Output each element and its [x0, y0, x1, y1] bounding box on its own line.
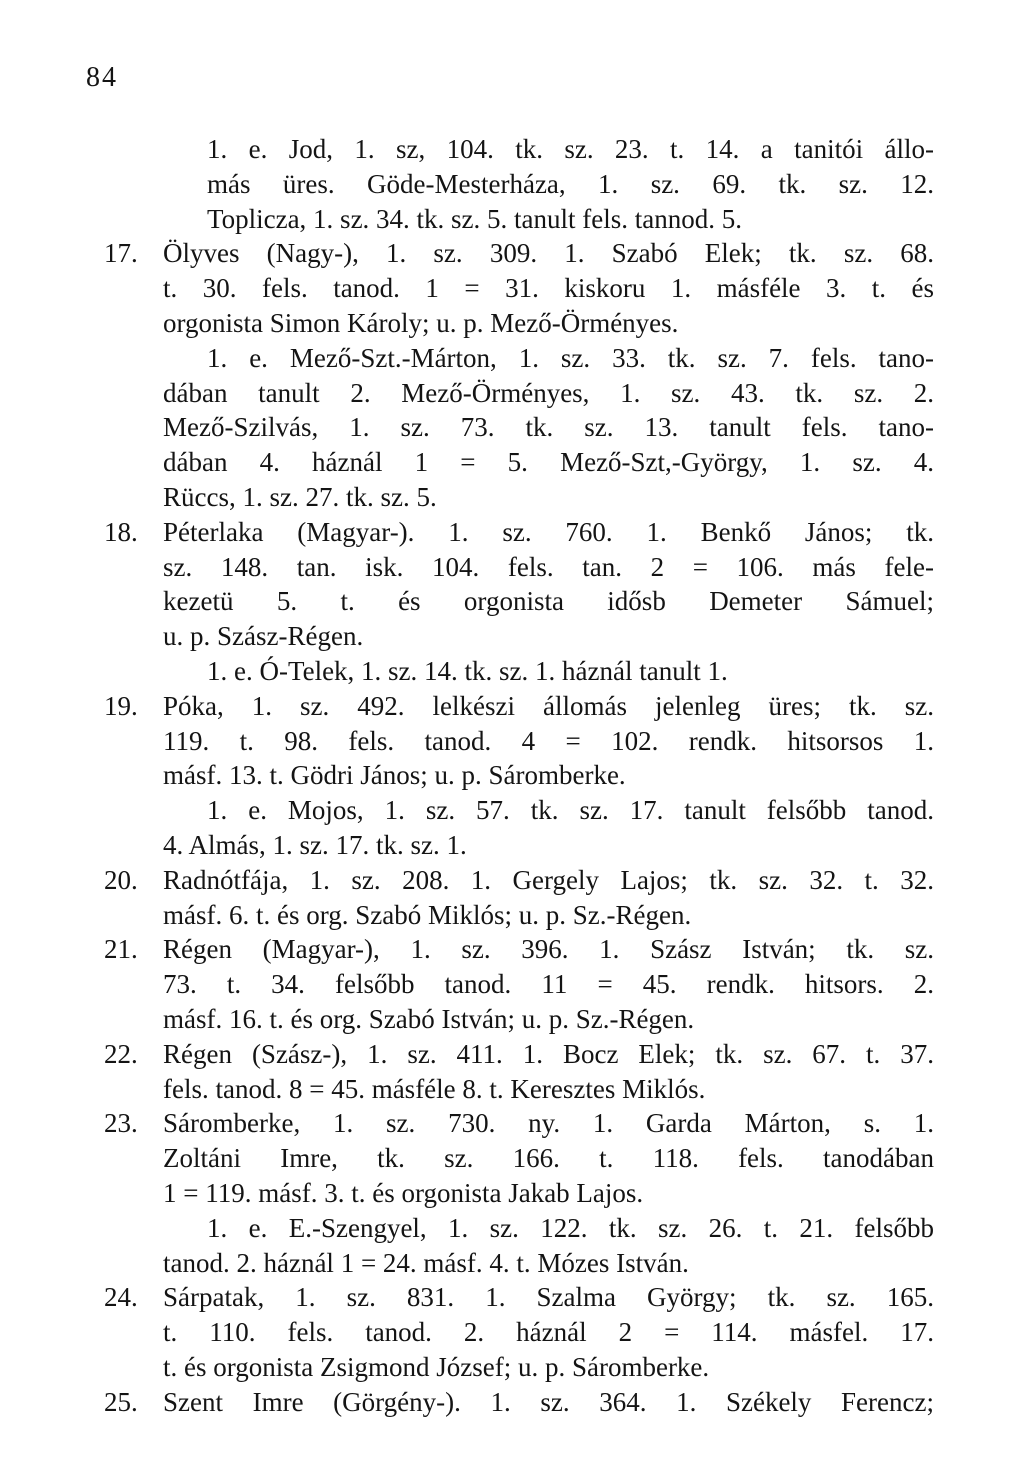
text-line	[104, 306, 934, 341]
text-line	[104, 828, 934, 863]
entry-number: 21.	[104, 934, 138, 965]
text-line	[104, 271, 934, 306]
text-line	[104, 376, 934, 411]
line-text: Toplicza, 1. sz. 34. tk. sz. 5. tanult fels. tannod. 5.	[207, 203, 743, 234]
line-text: Radnótfája, 1. sz. 208. 1. Gergely Lajos; tk. sz. 32. t. 32.	[163, 864, 934, 895]
line-text: 1. e. Mező-Szt.-Márton, 1. sz. 33. tk. sz. 7. fels. tano-	[207, 342, 934, 373]
text-line	[104, 1176, 934, 1211]
text-line	[104, 132, 934, 167]
text-line	[104, 1350, 934, 1385]
text-line	[104, 445, 934, 480]
text-line	[104, 1072, 934, 1107]
line-text: másf. 16. t. és org. Szabó István; u. p. Sz.-Régen.	[163, 1003, 695, 1034]
entry-number: 25.	[104, 1386, 138, 1417]
line-text: t. 110. fels. tanod. 2. háznál 2 = 114. másfel. 17.	[163, 1317, 934, 1348]
text-body	[104, 132, 934, 1419]
text-line	[104, 898, 934, 933]
line-text: t. 30. fels. tanod. 1 = 31. kiskoru 1. másféle 3. t. és	[163, 273, 934, 304]
text-line	[104, 1106, 934, 1141]
text-line	[104, 863, 934, 898]
line-text: 1 = 119. másf. 3. t. és orgonista Jakab Lajos.	[163, 1177, 644, 1208]
line-text: dában 4. háznál 1 = 5. Mező-Szt,-György, 1. sz. 4.	[163, 447, 934, 478]
text-line	[104, 1246, 934, 1281]
text-line	[104, 689, 934, 724]
text-line	[104, 480, 934, 515]
line-text: Sárpatak, 1. sz. 831. 1. Szalma György; tk. sz. 165.	[163, 1282, 934, 1313]
text-line	[104, 515, 934, 550]
text-line	[104, 1280, 934, 1315]
line-text: u. p. Szász-Régen.	[163, 621, 364, 652]
line-text: Póka, 1. sz. 492. lelkészi állomás jelenleg üres; tk. sz.	[163, 690, 934, 721]
text-line	[104, 550, 934, 585]
line-text: tanod. 2. háznál 1 = 24. másf. 4. t. Mózes István.	[163, 1247, 689, 1278]
text-line	[104, 1385, 934, 1420]
line-text: másf. 6. t. és org. Szabó Miklós; u. p. Sz.-Régen.	[163, 899, 692, 930]
line-text: más üres. Göde-Mesterháza, 1. sz. 69. tk. sz. 12.	[207, 168, 934, 199]
line-text: Régen (Szász-), 1. sz. 411. 1. Bocz Elek; tk. sz. 67. t. 37.	[163, 1038, 934, 1069]
line-text: Szent Imre (Görgény-). 1. sz. 364. 1. Székely Ferencz;	[163, 1386, 934, 1417]
text-line	[104, 1002, 934, 1037]
text-line	[104, 654, 934, 689]
line-text: Péterlaka (Magyar-). 1. sz. 760. 1. Benkő János; tk.	[163, 516, 934, 547]
entry-number: 19.	[104, 690, 138, 721]
entry-number: 24.	[104, 1282, 138, 1313]
text-line	[104, 724, 934, 759]
text-line	[104, 341, 934, 376]
line-text: Mező-Szilvás, 1. sz. 73. tk. sz. 13. tanult fels. tano-	[163, 412, 934, 443]
page-number: 84	[86, 62, 118, 93]
line-text: Sáromberke, 1. sz. 730. ny. 1. Garda Márton, s. 1.	[163, 1108, 934, 1139]
text-line	[104, 932, 934, 967]
text-line	[104, 584, 934, 619]
text-line	[104, 758, 934, 793]
entry-number: 22.	[104, 1038, 138, 1069]
line-text: orgonista Simon Károly; u. p. Mező-Örményes.	[163, 307, 679, 338]
line-text: 1. e. Mojos, 1. sz. 57. tk. sz. 17. tanult felsőbb tanod.	[207, 795, 934, 826]
text-line	[104, 202, 934, 237]
line-text: 119. t. 98. fels. tanod. 4 = 102. rendk. hitsorsos 1.	[163, 725, 934, 756]
text-line	[104, 1211, 934, 1246]
line-text: 73. t. 34. felsőbb tanod. 11 = 45. rendk. hitsors. 2.	[163, 969, 934, 1000]
line-text: 1. e. Jod, 1. sz, 104. tk. sz. 23. t. 14. a tanitói állo-	[207, 134, 934, 164]
line-text: dában tanult 2. Mező-Örményes, 1. sz. 43. tk. sz. 2.	[163, 377, 934, 408]
line-text: sz. 148. tan. isk. 104. fels. tan. 2 = 106. más fele-	[163, 551, 934, 582]
line-text: Régen (Magyar-), 1. sz. 396. 1. Szász István; tk. sz.	[163, 934, 934, 965]
entry-number: 17.	[104, 238, 138, 269]
text-line	[104, 410, 934, 445]
line-text: Ölyves (Nagy-), 1. sz. 309. 1. Szabó Elek; tk. sz. 68.	[163, 238, 934, 269]
line-text: Rüccs, 1. sz. 27. tk. sz. 5.	[163, 481, 437, 512]
line-text: t. és orgonista Zsigmond József; u. p. Sáromberke.	[163, 1351, 710, 1382]
text-line	[104, 967, 934, 1002]
line-text: 4. Almás, 1. sz. 17. tk. sz. 1.	[163, 829, 467, 860]
text-line	[104, 1141, 934, 1176]
text-line	[104, 793, 934, 828]
text-line	[104, 1315, 934, 1350]
entry-number: 20.	[104, 864, 138, 895]
line-text: fels. tanod. 8 = 45. másféle 8. t. Keresztes Miklós.	[163, 1073, 706, 1104]
line-text: 1. e. E.-Szengyel, 1. sz. 122. tk. sz. 26. t. 21. felsőbb	[207, 1212, 934, 1243]
text-line	[104, 619, 934, 654]
line-text: Zoltáni Imre, tk. sz. 166. t. 118. fels. tanodában	[163, 1143, 934, 1174]
text-line	[104, 167, 934, 202]
line-text: kezetü 5. t. és orgonista idősb Demeter Sámuel;	[163, 586, 934, 617]
entry-number: 18.	[104, 516, 138, 547]
text-line	[104, 1037, 934, 1072]
line-text: 1. e. Ó-Telek, 1. sz. 14. tk. sz. 1. háznál tanult 1.	[207, 655, 728, 686]
line-text: másf. 13. t. Gödri János; u. p. Sáromberke.	[163, 760, 626, 791]
entry-number: 23.	[104, 1108, 138, 1139]
text-line	[104, 236, 934, 271]
